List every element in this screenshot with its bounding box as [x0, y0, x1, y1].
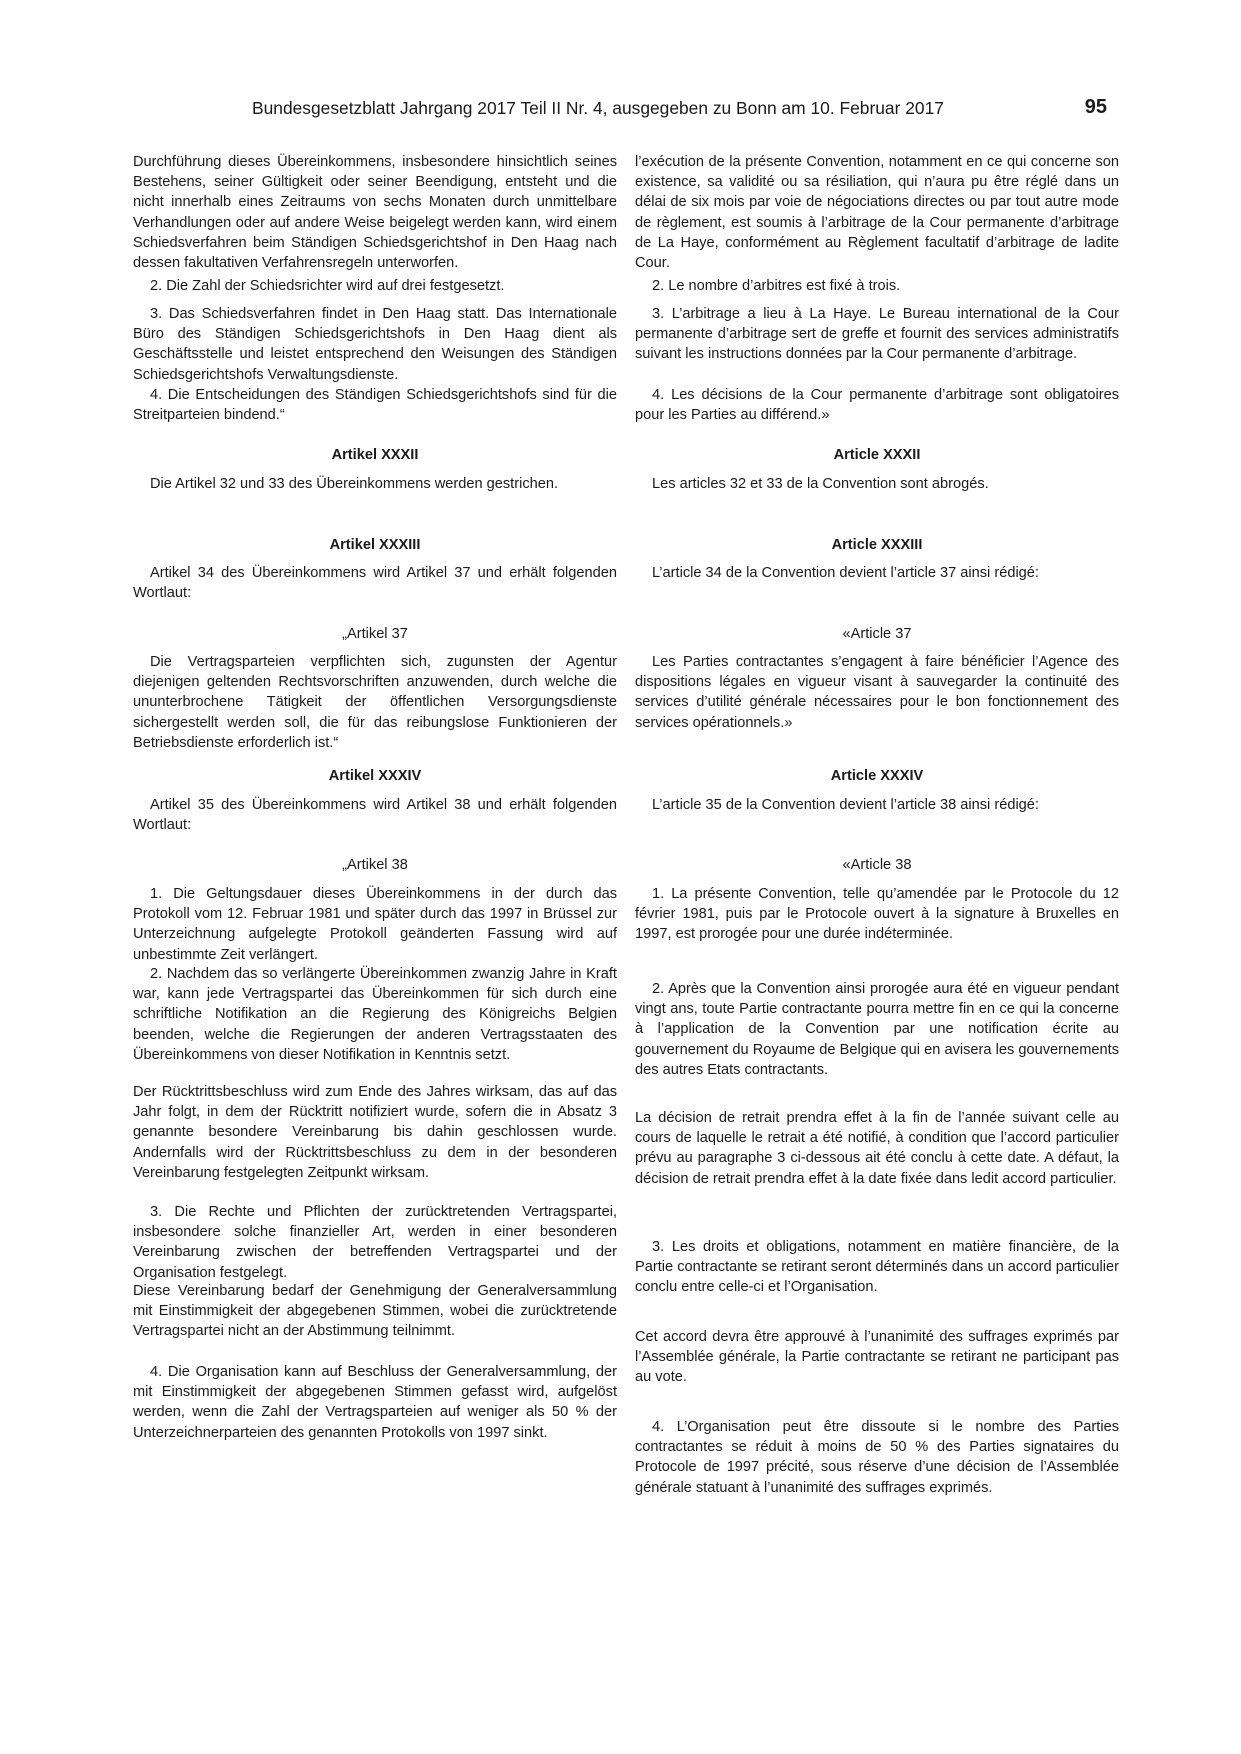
fr-article-xxxiv-heading: Article XXXIV [830, 768, 924, 784]
fr-article-38-heading: «Article 38 [842, 857, 912, 873]
de-article-xxxiii-heading: Artikel XXXIII [329, 537, 421, 553]
de-article-37-text: Die Vertragsparteien verpflichten sich, zugunsten der Agentur diejenigen geltenden Rechtsvorschriften anzuwenden, durch welche die ununterbrochene Tätigkeit der öffentlichen Versorgungsdienste sichergestellt werden soll, die für das reibungslose Funktionieren der Betriebsdienste erforderlich ist.“ [133, 654, 617, 751]
de-article-38-paragraph-1: 1. Die Geltungsdauer dieses Übereinkommens in der durch das Protokoll vom 12. Februar 1981 und später durch das 1997 in Brüssel zur Unterzeichnung aufgelegte Protokoll geänderten Fassung wird auf unbestimmte Zeit verlängert. [133, 886, 617, 963]
fr-article-38-paragraph-2b: La décision de retrait prendra effet à la fin de l’année suivant celle au cours de laquelle le retrait a été notifié, à condition que l’accord particulier prévu au paragraphe 3 ci-dessous ait été conclu à cette date. A défaut, la décision de retrait prendra effet à la date fixée dans ledit accord particulier. [635, 1110, 1119, 1187]
fr-article-xxxiv-text: L’article 35 de la Convention devient l’article 38 ainsi rédigé: [652, 797, 1039, 813]
fr-article-xxxii-heading: Article XXXII [833, 447, 921, 463]
de-intro-paragraph: Durchführung dieses Übereinkommens, insbesondere hinsichtlich seines Bestehens, seiner Gültigkeit oder seiner Beendigung, entsteht und die nicht innerhalb eines Zeitraums von sechs Monaten durch unmittelbare Verhandlungen oder auf andere Weise beigelegt werden kann, wird einem Schiedsverfahren beim Ständigen Schiedsgerichtshof in Den Haag nach dessen fakultativen Verfahrensregeln unterworfen. [133, 154, 617, 272]
fr-article-38-paragraph-2: 2. Après que la Convention ainsi prorogée aura été en vigueur pendant vingt ans, toute Partie contractante pourra mettre fin en ce qui la concerne à l’application de la Convention par une notification écrite au gouvernement du Royaume de Belgique qui en avisera les gouvernements des autres Etats contractants. [635, 981, 1119, 1078]
page-header [252, 98, 1107, 126]
fr-article-38-paragraph-3b: Cet accord devra être approuvé à l’unanimité des suffrages exprimés par l’Assemblée générale, la Partie contractante se retirant ne participant pas au vote. [635, 1329, 1119, 1386]
de-article-xxxii-text: Die Artikel 32 und 33 des Übereinkommens werden gestrichen. [150, 476, 559, 492]
fr-paragraph-4: 4. Les décisions de la Cour permanente d’arbitrage sont obligatoires pour les Parties au différend.» [635, 387, 1119, 424]
de-article-xxxiv-text: Artikel 35 des Übereinkommens wird Artikel 38 und erhält folgenden Wortlaut: [133, 797, 617, 834]
de-paragraph-2: 2. Die Zahl der Schiedsrichter wird auf drei festgesetzt. [150, 278, 505, 294]
de-article-xxxiii-text: Artikel 34 des Übereinkommens wird Artikel 37 und erhält folgenden Wortlaut: [133, 565, 617, 602]
fr-article-38-paragraph-1: 1. La présente Convention, telle qu’amendée par le Protocole du 12 février 1981, puis par le Protocole ouvert à la signature à Bruxelles en 1997, est prorogée pour une durée indéterminée. [635, 886, 1119, 943]
fr-article-xxxiii-text: L’article 34 de la Convention devient l’article 37 ainsi rédigé: [652, 565, 1039, 581]
fr-article-37-text: Les Parties contractantes s’engagent à faire bénéficier l’Agence des dispositions légales en vigueur visant à sauvegarder la continuité des services d’utilité générale nécessaires pour le bon fonctionnement des services opérationnels.» [635, 654, 1119, 731]
de-article-xxxii-heading: Artikel XXXII [331, 447, 419, 463]
fr-article-38-paragraph-4: 4. L’Organisation peut être dissoute si le nombre des Parties contractantes se réduit à moins de 50 % des Parties signataires du Protocole de 1997 précité, sous réserve d’une décision de l’Assemblée générale statuant à l’unanimité des suffrages exprimés. [635, 1419, 1119, 1496]
de-article-38-paragraph-4: 4. Die Organisation kann auf Beschluss der Generalversammlung, der mit Einstimmigkeit der abgegebenen Stimmen gefasst wird, aufgelöst werden, wenn die Zahl der Vertragsparteien auf weniger als 50 % der Unterzeichnerparteien des genannten Protokolls von 1997 sinkt. [133, 1364, 617, 1441]
de-paragraph-3: 3. Das Schiedsverfahren findet in Den Haag statt. Das Internationale Büro des Ständigen Schiedsgerichtshofs in Den Haag dient als Geschäftsstelle und leistet entsprechend den Weisungen des Ständigen Schiedsgerichtshofs Verwaltungsdienste. [133, 306, 617, 383]
header-title: Bundesgesetzblatt Jahrgang 2017 Teil II Nr. 4, ausgegeben zu Bonn am 10. Februar 2017 [252, 98, 944, 118]
fr-article-38-paragraph-3: 3. Les droits et obligations, notamment en matière financière, de la Partie contractante se retirant seront déterminés dans un accord particulier conclu entre celle-ci et l’Organisation. [635, 1239, 1119, 1296]
de-article-37-heading: „Artikel 37 [342, 626, 408, 642]
de-article-38-paragraph-3b: Diese Vereinbarung bedarf der Genehmigung der Generalversammlung mit Einstimmigkeit der abgegebenen Stimmen, wobei die zurücktretende Vertragspartei nicht an der Abstimmung teilnimmt. [133, 1283, 617, 1340]
de-article-xxxiv-heading: Artikel XXXIV [328, 768, 422, 784]
de-article-38-heading: „Artikel 38 [342, 857, 408, 873]
de-paragraph-4: 4. Die Entscheidungen des Ständigen Schiedsgerichtshofs sind für die Streitparteien bindend.“ [133, 387, 617, 424]
fr-paragraph-2: 2. Le nombre d’arbitres est fixé à trois. [652, 278, 901, 294]
fr-article-xxxii-text: Les articles 32 et 33 de la Convention sont abrogés. [652, 476, 989, 492]
de-article-38-paragraph-2b: Der Rücktrittsbeschluss wird zum Ende des Jahres wirksam, das auf das Jahr folgt, in dem der Rücktritt notifiziert wurde, sofern die in Absatz 3 genannte besondere Vereinbarung bis dahin geschlossen wurde. Andernfalls wird der Rücktrittsbeschluss zu dem in der besonderen Vereinbarung festgelegten Zeitpunkt wirksam. [133, 1084, 617, 1181]
fr-intro-paragraph: l’exécution de la présente Convention, notamment en ce qui concerne son existence, sa validité ou sa résiliation, qui n’aura pu être réglé dans un délai de six mois par voie de négociations directes ou par tout autre mode de règlement, est soumis à l’arbitrage de la Cour permanente d’arbitrage de La Haye, conformément au Règlement facultatif d’arbitrage de ladite Cour. [635, 154, 1119, 272]
page-number: 95 [1084, 96, 1107, 118]
de-article-38-paragraph-3: 3. Die Rechte und Pflichten der zurücktretenden Vertragspartei, insbesondere solche finanzieller Art, werden in einer besonderen Vereinbarung zwischen der betreffenden Vertragspartei und der Organisation festgelegt. [133, 1204, 617, 1281]
de-article-38-paragraph-2: 2. Nachdem das so verlängerte Übereinkommen zwanzig Jahre in Kraft war, kann jede Vertragspartei das Übereinkommen für sich durch eine schriftliche Notifikation an die Regierung des Königreichs Belgien beenden, welche die Regierungen der anderen Vertragsstaaten des Übereinkommens von dieser Notifikation in Kenntnis setzt. [133, 966, 617, 1063]
fr-paragraph-3: 3. L’arbitrage a lieu à La Haye. Le Bureau international de la Cour permanente d’arbitrage sert de greffe et fournit des services administratifs suivant les instructions données par la Cour permanente d’arbitrage. [635, 306, 1119, 363]
fr-article-xxxiii-heading: Article XXXIII [831, 537, 923, 553]
fr-article-37-heading: «Article 37 [842, 626, 912, 642]
